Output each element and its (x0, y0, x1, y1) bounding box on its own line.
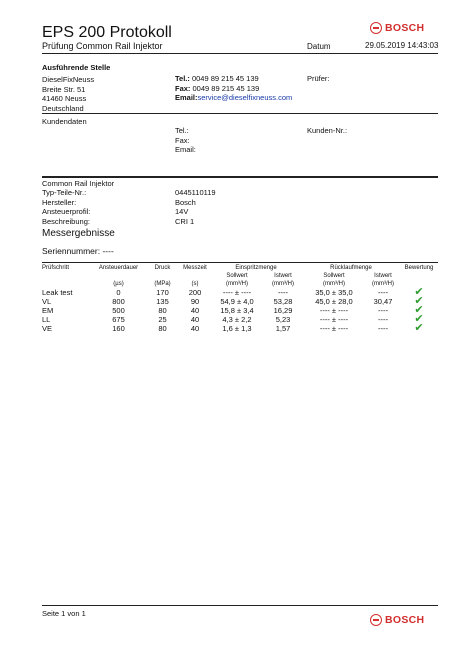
cell-rl-soll: ---- ± ---- (319, 315, 349, 324)
cell-rl-ist: ---- (378, 324, 388, 333)
cell-es-soll: 1,6 ± 1,3 (222, 324, 252, 333)
unit-mm3h: (mm³/H) (372, 281, 394, 287)
cell-rl-soll: ---- ± ---- (319, 306, 349, 315)
col-rl-istwert: Istwert (374, 273, 392, 279)
results-table-top-rule (42, 262, 438, 263)
component-value: 14V (175, 207, 189, 216)
col-druck: Druck (154, 265, 171, 271)
date-value: 29.05.2019 14:43:03 (365, 41, 439, 50)
fax-label: Fax: (175, 83, 191, 93)
cell-rl-ist: ---- (378, 288, 388, 297)
serial-number: Seriennummer: ---- (42, 246, 114, 256)
customer-tel-label: Tel.: (175, 126, 189, 135)
cell-dauer: 0 (116, 288, 121, 297)
cell-es-ist: ---- (278, 288, 288, 297)
results-table (42, 264, 438, 333)
email-label: Email: (175, 93, 198, 102)
executor-contact (175, 74, 292, 103)
cell-es-ist: 53,28 (273, 297, 293, 306)
cell-step: EM (42, 306, 54, 315)
executor-divider (42, 113, 438, 114)
component-heading: Common Rail Injektor (42, 179, 115, 188)
address-line: DieselFixNeuss (42, 75, 95, 84)
table-row (42, 315, 438, 324)
cell-rl-ist: ---- (378, 306, 388, 315)
cell-rl-soll: ---- ± ---- (319, 324, 349, 333)
unit-mm3h: (mm³/H) (272, 281, 294, 287)
unit-mm3h: (mm³/H) (323, 281, 345, 287)
cell-zeit: 200 (188, 288, 202, 297)
bosch-armature-icon (370, 22, 382, 34)
kunden-nr-label: Kunden-Nr.: (307, 126, 348, 135)
executor-heading: Ausführende Stelle (42, 63, 111, 72)
col-bewertung: Bewertung (404, 265, 434, 271)
address-line: Breite Str. 51 (42, 84, 86, 94)
customer-heading: Kundendaten (42, 117, 87, 126)
cell-rl-ist: ---- (378, 315, 388, 324)
address-line: 41460 Neuss (42, 94, 87, 103)
cell-zeit: 40 (190, 315, 200, 324)
table-header-row (42, 264, 438, 272)
checkmark-icon: ✔ (414, 322, 424, 334)
bosch-armature-icon (370, 614, 382, 626)
cell-bewertung (400, 324, 438, 333)
cell-es-ist: 16,29 (273, 306, 293, 315)
col-rl-sollwert: Sollwert (323, 273, 345, 279)
table-row (42, 324, 438, 333)
component-values (175, 188, 216, 226)
cell-rl-ist: 30,47 (373, 297, 393, 306)
tel-value: 0049 89 215 45 139 (191, 74, 259, 83)
results-heading: Messergebnisse (42, 228, 115, 239)
date-label: Datum (307, 42, 331, 51)
cell-druck: 25 (158, 315, 167, 324)
cell-step: LL (42, 315, 51, 324)
col-es-istwert: Istwert (274, 273, 292, 279)
page-number: Seite 1 von 1 (42, 609, 86, 618)
cell-dauer: 675 (112, 315, 125, 324)
cell-step: Leak test (42, 288, 73, 297)
cell-es-ist: 5,23 (275, 315, 291, 324)
executor-address (42, 75, 94, 113)
unit-mm3h: (mm³/H) (226, 281, 248, 287)
cell-druck: 80 (158, 324, 167, 333)
customer-fax-label: Fax: (175, 135, 190, 145)
cell-druck: 80 (158, 306, 167, 315)
footer-logo-text: BOSCH (385, 614, 425, 626)
checkmark-icon: ✔ (414, 295, 424, 307)
table-unit-row (42, 280, 438, 288)
component-label: Ansteuerprofil: (42, 207, 91, 216)
page-title: EPS 200 Protokoll (42, 24, 172, 41)
cell-step: VE (42, 324, 53, 333)
cell-dauer: 160 (112, 324, 125, 333)
cell-dauer: 800 (112, 297, 125, 306)
col-es-sollwert: Sollwert (226, 273, 248, 279)
table-subheader-row (42, 272, 438, 280)
cell-rl-soll: 45,0 ± 28,0 (315, 297, 353, 306)
table-row (42, 297, 438, 306)
email-link[interactable]: service@dieselfixneuss.com (197, 93, 293, 102)
cell-druck: 170 (156, 288, 169, 297)
cell-es-soll: 4,3 ± 2,2 (222, 315, 252, 324)
bosch-logo (370, 22, 424, 34)
component-label: Typ-Teile-Nr.: (42, 188, 87, 197)
unit-us: (µs) (113, 281, 124, 287)
page-subtitle: Prüfung Common Rail Injektor (42, 41, 163, 51)
checkmark-icon: ✔ (414, 313, 424, 325)
component-value: Bosch (175, 197, 196, 207)
component-labels (42, 188, 90, 226)
table-row (42, 306, 438, 315)
col-ruecklaufmenge: Rücklaufmenge (330, 265, 372, 271)
cell-step: VL (42, 297, 52, 306)
col-pruefschritt: Prüfschritt (42, 265, 70, 271)
cell-dauer: 500 (112, 306, 125, 315)
pruefer-label: Prüfer: (307, 74, 330, 83)
tel-label: Tel.: (175, 74, 190, 83)
cell-rl-soll: 35,0 ± 35,0 (315, 288, 353, 297)
fax-value: 0049 89 215 45 139 (192, 83, 260, 93)
cell-es-soll: ---- ± ---- (222, 288, 252, 297)
unit-s: (s) (191, 281, 199, 287)
cell-es-soll: 54,9 ± 4,0 (220, 297, 254, 306)
component-label: Hersteller: (42, 197, 77, 207)
footer-bosch-logo (370, 614, 424, 626)
cell-zeit: 90 (190, 297, 200, 306)
cell-es-soll: 15,8 ± 3,4 (220, 306, 254, 315)
customer-divider (42, 176, 438, 178)
component-label: Beschreibung: (42, 216, 90, 226)
component-value: 0445110119 (175, 188, 216, 197)
checkmark-icon: ✔ (414, 286, 424, 298)
header-divider (42, 53, 438, 54)
col-einspritzmenge: Einspritzmenge (235, 265, 277, 271)
checkmark-icon: ✔ (414, 304, 424, 316)
col-messzeit: Messzeit (183, 265, 207, 271)
col-ansteuerdauer: Ansteuerdauer (98, 265, 139, 271)
cell-zeit: 40 (190, 324, 200, 333)
address-line: Deutschland (42, 103, 84, 113)
table-row (42, 288, 438, 297)
unit-mpa: (MPa) (154, 281, 171, 287)
customer-email-label: Email: (175, 145, 196, 154)
component-value: CRI 1 (175, 216, 195, 226)
customer-contact (175, 126, 196, 155)
cell-es-ist: 1,57 (275, 324, 291, 333)
logo-text: BOSCH (385, 22, 425, 34)
cell-druck: 135 (156, 297, 169, 306)
footer-divider (42, 605, 438, 606)
cell-zeit: 40 (190, 306, 200, 315)
